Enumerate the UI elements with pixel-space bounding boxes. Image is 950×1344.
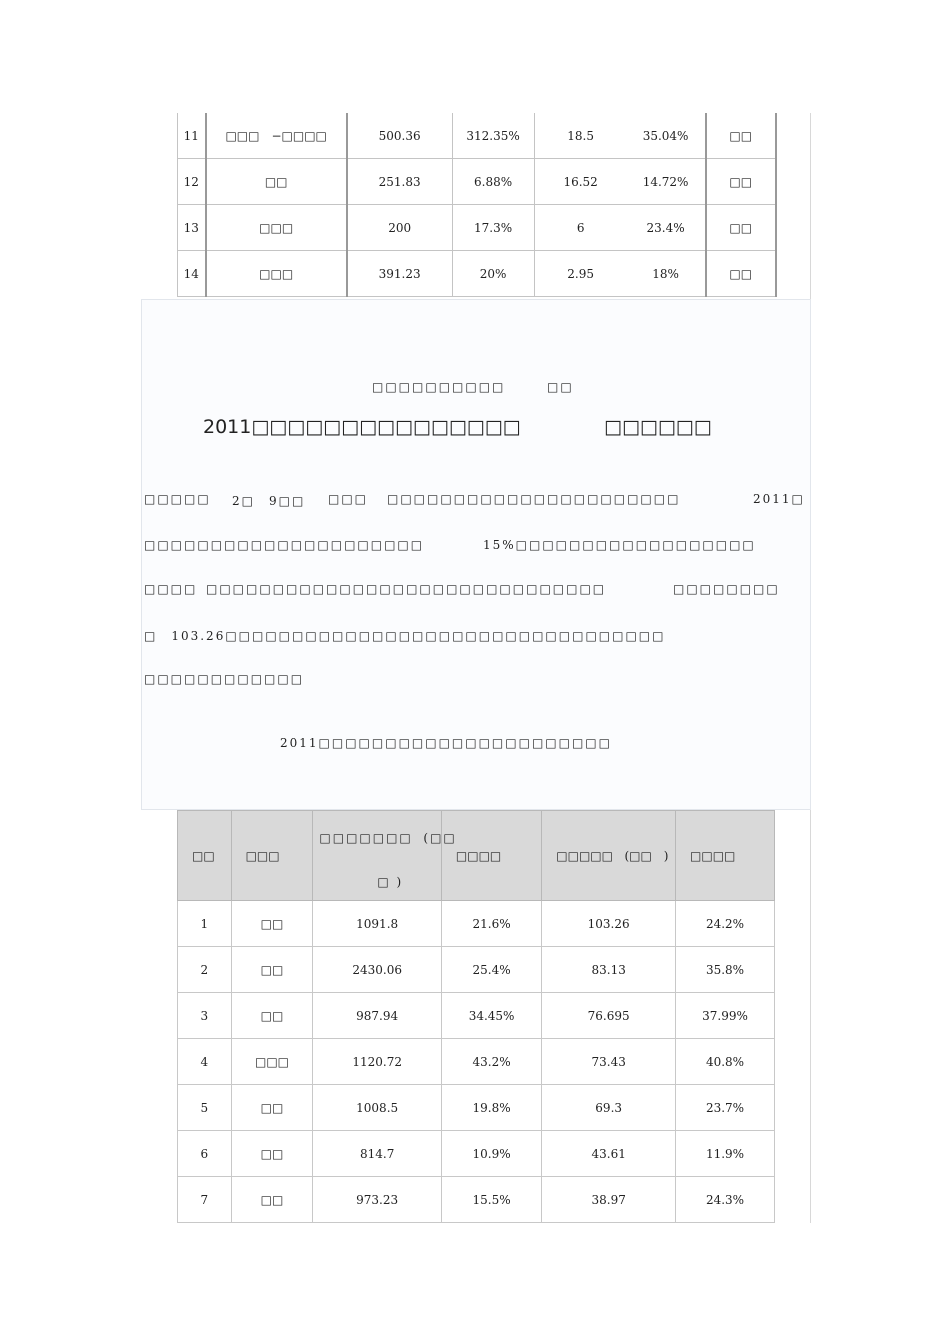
row-number: 11 <box>178 113 206 159</box>
row-name: □□□ −□□□□ <box>206 113 347 159</box>
article-panel <box>141 299 811 810</box>
row-number: 7 <box>178 1177 232 1223</box>
paragraph-3-part-b: □□□□□□□□□□□□□□□□□□□□□□□□□□□□□□ <box>206 582 607 596</box>
row-number: 6 <box>178 1131 232 1177</box>
ranking-table <box>177 810 775 1223</box>
paragraph-1-part-b: 2□ 9□□ <box>232 494 306 508</box>
article-title-suffix: □□□□□□ <box>604 416 712 438</box>
row-value-b: 34.45% <box>441 993 541 1039</box>
row-value-a: 200 <box>347 205 452 251</box>
row-value-c: 18.5 <box>534 113 627 159</box>
row-value-a: 1008.5 <box>313 1085 442 1131</box>
paragraph-5: □□□□□□□□□□□□ <box>144 672 305 686</box>
top-table <box>177 113 777 297</box>
row-value-e: □□ <box>706 159 776 205</box>
row-value-b: 312.35% <box>452 113 534 159</box>
ranking-table-body <box>178 811 775 1223</box>
row-number: 5 <box>178 1085 232 1131</box>
paragraph-1-part-d: □□□□□□□□□□□□□□□□□□□□□□ <box>387 492 681 506</box>
row-value-d: 37.99% <box>676 993 775 1039</box>
row-value-d: 23.7% <box>676 1085 775 1131</box>
row-value-e: □□ <box>706 205 776 251</box>
row-value-d: 14.72% <box>627 159 706 205</box>
row-value-b: 25.4% <box>441 947 541 993</box>
ranking-table-row <box>178 901 775 947</box>
paragraph-1-part-a: □□□□□ <box>144 492 211 506</box>
header-b: □□□□ <box>441 811 541 901</box>
top-table-row <box>178 113 777 159</box>
header-a: □□□□□□□ (□□ □ ) <box>313 811 442 901</box>
row-value-b: 17.3% <box>452 205 534 251</box>
top-table-row <box>178 251 777 297</box>
ranking-table-row <box>178 993 775 1039</box>
row-name: □□ <box>231 993 313 1039</box>
ranking-table-row <box>178 1039 775 1085</box>
row-value-e: □□ <box>706 251 776 297</box>
row-value-b: 20% <box>452 251 534 297</box>
row-value-a: 2430.06 <box>313 947 442 993</box>
row-value-a: 987.94 <box>313 993 442 1039</box>
row-name: □□ <box>231 1131 313 1177</box>
ranking-table-row <box>178 947 775 993</box>
top-table-row <box>178 159 777 205</box>
row-number: 13 <box>178 205 206 251</box>
row-number: 14 <box>178 251 206 297</box>
paragraph-2-part-b: 15%□□□□□□□□□□□□□□□□□□ <box>483 538 756 552</box>
article-title: 2011□□□□□□□□□□□□□□□ <box>203 416 521 438</box>
row-number: 3 <box>178 993 232 1039</box>
ranking-table-row <box>178 1131 775 1177</box>
row-name: □□ <box>231 901 313 947</box>
row-value-a: 500.36 <box>347 113 452 159</box>
row-name: □□□ <box>206 251 347 297</box>
paragraph-1-part-e: 2011□ <box>753 492 805 506</box>
row-value-d: 24.3% <box>676 1177 775 1223</box>
row-value-e: □□ <box>706 113 776 159</box>
row-value-c: 69.3 <box>542 1085 676 1131</box>
row-value-c: 43.61 <box>542 1131 676 1177</box>
row-value-d: 11.9% <box>676 1131 775 1177</box>
row-value-b: 21.6% <box>441 901 541 947</box>
paragraph-2-part-a: □□□□□□□□□□□□□□□□□□□□□ <box>144 538 425 552</box>
row-name: □□□ <box>206 205 347 251</box>
row-value-b: 15.5% <box>441 1177 541 1223</box>
row-value-c: 73.43 <box>542 1039 676 1085</box>
header-d: □□□□ <box>676 811 775 901</box>
row-number: 12 <box>178 159 206 205</box>
header-name: □□□ <box>231 811 313 901</box>
row-value-d: 35.04% <box>627 113 706 159</box>
row-value-d: 24.2% <box>676 901 775 947</box>
row-value-c: 16.52 <box>534 159 627 205</box>
header-no: □□ <box>178 811 232 901</box>
row-value-c: 38.97 <box>542 1177 676 1223</box>
row-value-b: 10.9% <box>441 1131 541 1177</box>
ranking-table-row <box>178 1085 775 1131</box>
row-value-a: 814.7 <box>313 1131 442 1177</box>
row-name: □□ <box>231 1177 313 1223</box>
paragraph-3-part-a: □□□□ <box>144 582 198 596</box>
row-name: □□ <box>206 159 347 205</box>
row-name: □□ <box>231 947 313 993</box>
row-value-c: 6 <box>534 205 627 251</box>
row-value-a: 1091.8 <box>313 901 442 947</box>
row-number: 1 <box>178 901 232 947</box>
row-number: 2 <box>178 947 232 993</box>
row-value-b: 19.8% <box>441 1085 541 1131</box>
article-source: □□□□□□□□□□ <box>372 380 506 394</box>
row-value-c: 76.695 <box>542 993 676 1039</box>
row-value-c: 83.13 <box>542 947 676 993</box>
ranking-table-row <box>178 1177 775 1223</box>
row-value-a: 1120.72 <box>313 1039 442 1085</box>
row-value-b: 6.88% <box>452 159 534 205</box>
row-value-a: 391.23 <box>347 251 452 297</box>
row-value-a: 973.23 <box>313 1177 442 1223</box>
row-value-d: 40.8% <box>676 1039 775 1085</box>
header-c: □□□□□ (□□ ) <box>542 811 676 901</box>
paragraph-1-part-c: □□□ <box>328 492 369 506</box>
row-value-c: 103.26 <box>542 901 676 947</box>
row-value-b: 43.2% <box>441 1039 541 1085</box>
row-value-d: 18% <box>627 251 706 297</box>
article-source-suffix: □□ <box>547 380 574 394</box>
row-value-a: 251.83 <box>347 159 452 205</box>
row-value-d: 35.8% <box>676 947 775 993</box>
row-value-d: 23.4% <box>627 205 706 251</box>
row-value-c: 2.95 <box>534 251 627 297</box>
table-caption: 2011□□□□□□□□□□□□□□□□□□□□□□ <box>280 736 612 750</box>
top-table-body <box>178 113 777 297</box>
row-name: □□□ <box>231 1039 313 1085</box>
row-name: □□ <box>231 1085 313 1131</box>
top-table-row <box>178 205 777 251</box>
paragraph-4: □ 103.26□□□□□□□□□□□□□□□□□□□□□□□□□□□□□□□□□ <box>144 629 666 643</box>
ranking-table-header <box>178 811 775 901</box>
paragraph-3-part-c: □□□□□□□□ <box>673 582 780 596</box>
row-number: 4 <box>178 1039 232 1085</box>
